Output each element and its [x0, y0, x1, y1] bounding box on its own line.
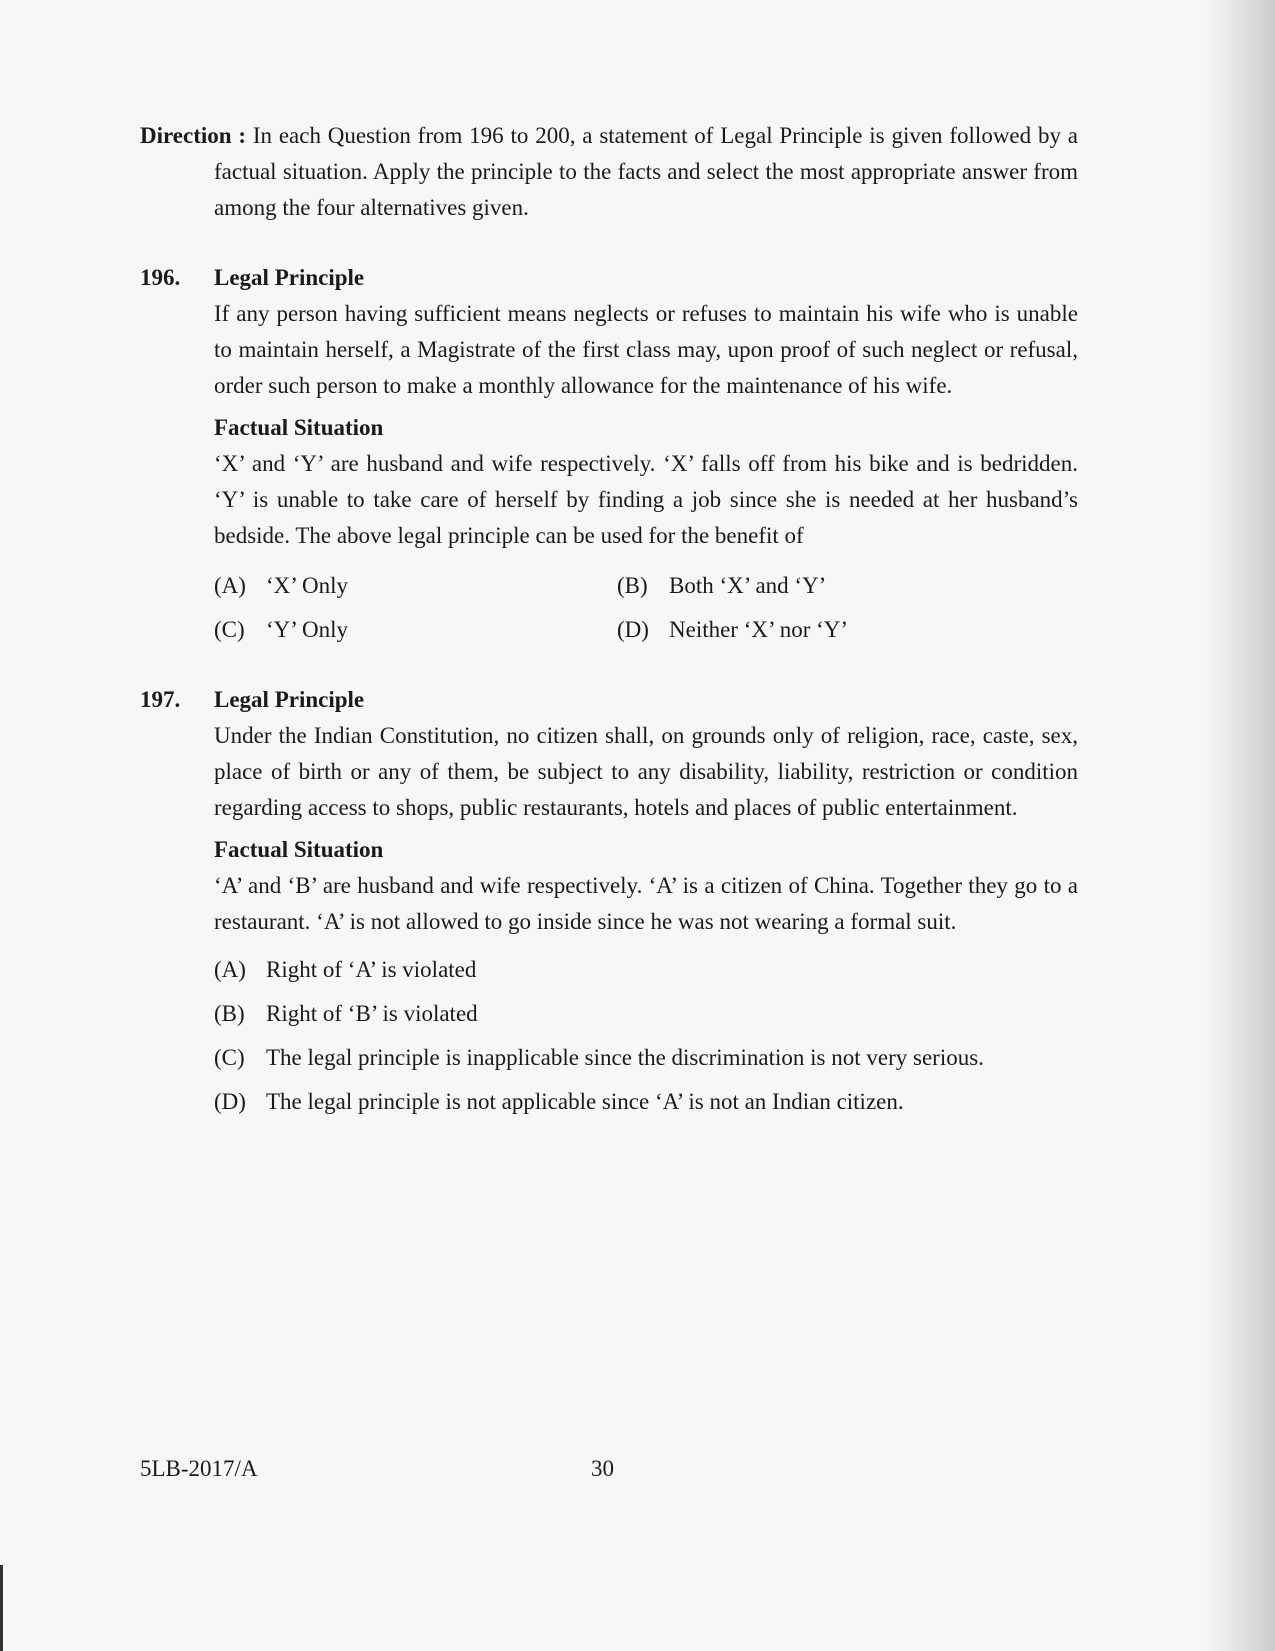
legal-principle-heading: Legal Principle — [214, 265, 365, 290]
option-b[interactable] — [617, 568, 1078, 604]
answer-options — [214, 568, 1078, 648]
scan-margin-mark — [0, 1565, 3, 1651]
question-number: 197. — [140, 687, 181, 712]
option-text: ‘Y’ Only — [266, 617, 348, 642]
option-label: (C) — [214, 617, 245, 642]
page-content — [140, 118, 1078, 1128]
option-b[interactable] — [214, 996, 1078, 1032]
factual-situation-heading: Factual Situation — [214, 415, 384, 440]
question-196 — [140, 260, 1078, 648]
option-c[interactable] — [214, 1040, 1078, 1076]
question-number: 196. — [140, 265, 181, 290]
option-text: ‘X’ Only — [266, 573, 348, 598]
question-body — [214, 682, 1078, 1120]
booklet-code: 5LB-2017/A — [140, 1456, 258, 1481]
option-text: Right of ‘A’ is violated — [266, 957, 477, 982]
option-a[interactable] — [214, 568, 617, 604]
option-text: The legal principle is not applicable since ‘A’ is not an Indian citizen. — [266, 1089, 904, 1114]
page-number: 30 — [591, 1456, 614, 1481]
direction-paragraph — [140, 118, 1078, 226]
legal-principle-heading: Legal Principle — [214, 687, 365, 712]
answer-options — [214, 952, 1078, 1120]
legal-principle-text: Under the Indian Constitution, no citizen shall, on grounds only of religion, race, caste, sex, place of birth or any of them, be subject to any disability, liability, restriction or condition regarding access to shops, public restaurants, hotels and places of public entertainment. — [214, 723, 1078, 820]
option-label: (A) — [214, 573, 246, 598]
direction-label: Direction : — [140, 123, 247, 148]
option-label: (C) — [214, 1045, 245, 1070]
direction-text: In each Question from 196 to 200, a statement of Legal Principle is given followed by a factual situation. Apply the principle to the facts and select the most appropriate answer from among the four alternatives given. — [214, 123, 1078, 220]
option-text: The legal principle is inapplicable since the discrimination is not very serious. — [266, 1045, 984, 1070]
factual-situation-text: ‘A’ and ‘B’ are husband and wife respectively. ‘A’ is a citizen of China. Together they go to a restaurant. ‘A’ is not allowed to go inside since he was not wearing a formal suit. — [214, 873, 1078, 934]
option-c[interactable] — [214, 612, 617, 648]
option-label: (D) — [214, 1089, 246, 1114]
legal-principle-text: If any person having sufficient means neglects or refuses to maintain his wife who is unable to maintain herself, a Magistrate of the first class may, upon proof of such neglect or refusal, order such person to make a monthly allowance for the maintenance of his wife. — [214, 301, 1078, 398]
factual-situation-heading: Factual Situation — [214, 837, 384, 862]
factual-situation-text: ‘X’ and ‘Y’ are husband and wife respectively. ‘X’ falls off from his bike and is bedridden. ‘Y’ is unable to take care of herself by finding a job since she is needed at her husband’s bedside. The above legal principle can be used for the benefit of — [214, 451, 1078, 548]
option-text: Both ‘X’ and ‘Y’ — [669, 573, 827, 598]
option-text: Neither ‘X’ nor ‘Y’ — [669, 617, 849, 642]
option-text: Right of ‘B’ is violated — [266, 1001, 478, 1026]
option-label: (A) — [214, 957, 246, 982]
option-label: (B) — [214, 1001, 245, 1026]
option-d[interactable] — [214, 1084, 1078, 1120]
question-197 — [140, 682, 1078, 1120]
option-label: (B) — [617, 573, 648, 598]
option-a[interactable] — [214, 952, 1078, 988]
question-body — [214, 260, 1078, 648]
scan-shadow-edge — [1205, 0, 1275, 1651]
option-d[interactable] — [617, 612, 1078, 648]
option-label: (D) — [617, 617, 649, 642]
